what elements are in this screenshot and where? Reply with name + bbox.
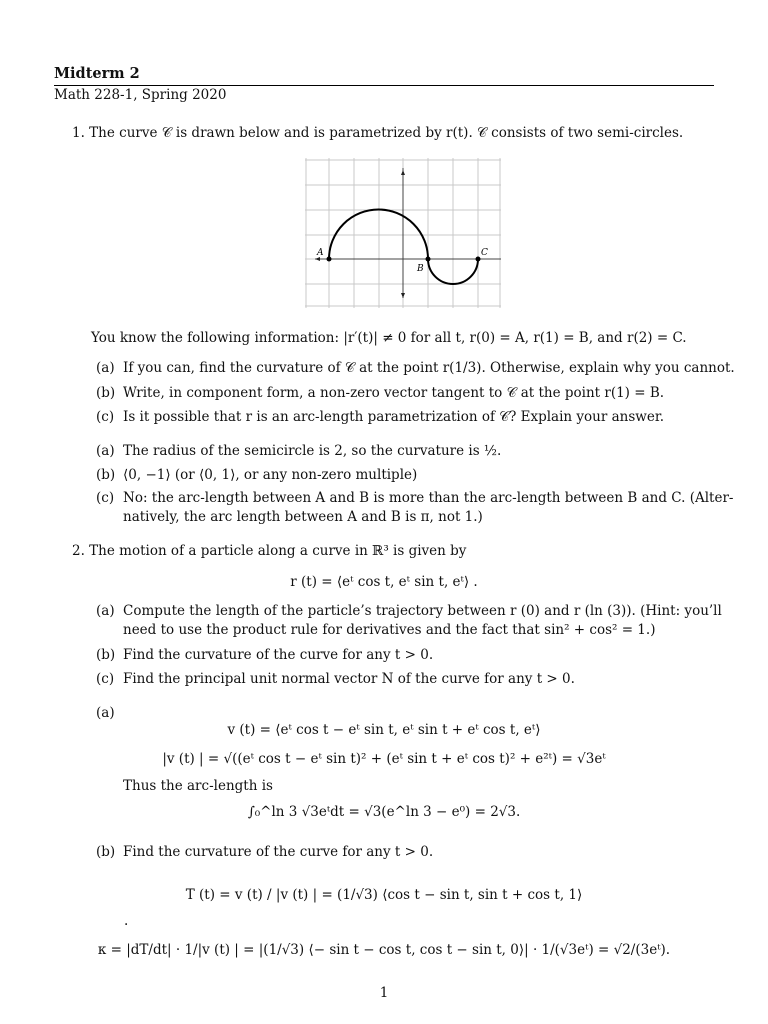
- y-axis-arrow-up: [401, 170, 405, 175]
- solution-a-text: Thus the arc-length is: [123, 778, 273, 794]
- problem2-part-c: [96, 670, 575, 688]
- course-subtitle: Math 228-1, Spring 2020: [54, 87, 227, 103]
- problem1-answer-b: [96, 466, 417, 484]
- solution-text: Find the curvature of the curve for any t > 0.: [123, 844, 434, 860]
- header-rule: [54, 85, 714, 86]
- answer-text: No: the arc-length between A and B is more than the arc-length between B and C. (Alter-: [123, 490, 734, 506]
- problem2-equation: r (t) = ⟨eᵗ cos t, eᵗ sin t, eᵗ⟩ .: [290, 574, 478, 590]
- part-label: (a): [96, 603, 115, 619]
- y-axis-arrow-down: [401, 293, 405, 298]
- problem1-answer-c: [96, 489, 733, 507]
- part-text: Write, in component form, a non-zero vector tangent to 𝒞 at the point r(1) = B.: [123, 385, 665, 401]
- problem1-answer-c-cont: [96, 508, 483, 526]
- figure-axes: [315, 168, 501, 298]
- problem1-answer-a: [96, 442, 501, 460]
- curve-figure: [305, 158, 501, 308]
- answer-label: (c): [96, 490, 115, 506]
- solution-a-integral: ∫₀^ln 3 √3eᵗdt = √3(e^ln 3 − e⁰) = 2√3.: [247, 804, 521, 820]
- label-a: A: [317, 248, 324, 258]
- point-c: [476, 257, 481, 262]
- label-b: B: [417, 264, 424, 274]
- solution-b-dot: .: [124, 913, 129, 929]
- problem1-part-a: [96, 359, 735, 377]
- answer-label: (a): [96, 443, 115, 459]
- part-label: (b): [96, 385, 116, 401]
- answer-label: (b): [96, 467, 116, 483]
- point-a: [327, 257, 332, 262]
- problem2-intro: 2. The motion of a particle along a curve in ℝ³ is given by: [72, 543, 467, 559]
- part-label: (b): [96, 647, 116, 663]
- answer-text: The radius of the semicircle is 2, so the curvature is ½.: [123, 443, 502, 459]
- solution-b-curvature: κ = |dT/dt| · 1/|v (t) | = |(1/√3) ⟨− sin t − cos t, cos t − sin t, 0⟩| · 1/(√3eᵗ) = √2/(3eᵗ).: [97, 942, 671, 958]
- exam-title: Midterm 2: [54, 65, 140, 82]
- answer-text: natively, the arc length between A and B is π, not 1.): [123, 509, 483, 525]
- solution-a-label: (a): [96, 705, 115, 721]
- solution-label: (b): [96, 844, 116, 860]
- label-c: C: [481, 248, 488, 258]
- solution-a-velocity: v (t) = ⟨eᵗ cos t − eᵗ sin t, eᵗ sin t + eᵗ cos t, eᵗ⟩: [227, 722, 541, 738]
- solution-b-tangent: T (t) = v (t) / |v (t) | = (1/√3) ⟨cos t − sin t, sin t + cos t, 1⟩: [185, 887, 583, 903]
- page-number: 1: [379, 985, 389, 1001]
- problem1-part-b: [96, 384, 664, 402]
- part-text: If you can, find the curvature of 𝒞 at the point r(1/3). Otherwise, explain why you cannot.: [123, 360, 735, 376]
- problem2-part-a-cont: [96, 621, 655, 639]
- part-label: (c): [96, 409, 115, 425]
- part-label: (a): [96, 360, 115, 376]
- problem2-part-b: [96, 646, 433, 664]
- part-text: need to use the product rule for derivatives and the fact that sin² + cos² = 1.): [123, 622, 656, 638]
- point-b: [426, 257, 431, 262]
- part-text: Find the curvature of the curve for any t > 0.: [123, 647, 434, 663]
- answer-text: ⟨0, −1⟩ (or ⟨0, 1⟩, or any non-zero multiple): [123, 467, 418, 483]
- problem1-info: You know the following information: |r′(t)| ≠ 0 for all t, r(0) = A, r(1) = B, and r(2) = C.: [91, 330, 687, 346]
- part-label: (c): [96, 671, 115, 687]
- part-text: Compute the length of the particle’s trajectory between r (0) and r (ln (3)). (Hint: you’ll: [123, 603, 722, 619]
- problem2-part-a: [96, 602, 722, 620]
- problem1-intro: 1. The curve 𝒞 is drawn below and is parametrized by r(t). 𝒞 consists of two semi-circles.: [72, 125, 684, 141]
- part-text: Find the principal unit normal vector N of the curve for any t > 0.: [123, 671, 575, 687]
- part-text: Is it possible that r is an arc-length parametrization of 𝒞? Explain your answer.: [123, 409, 665, 425]
- solution-a-speed: |v (t) | = √((eᵗ cos t − eᵗ sin t)² + (eᵗ sin t + eᵗ cos t)² + e²ᵗ) = √3eᵗ: [162, 751, 606, 767]
- problem1-part-c: [96, 408, 664, 426]
- solution-b: [96, 843, 433, 861]
